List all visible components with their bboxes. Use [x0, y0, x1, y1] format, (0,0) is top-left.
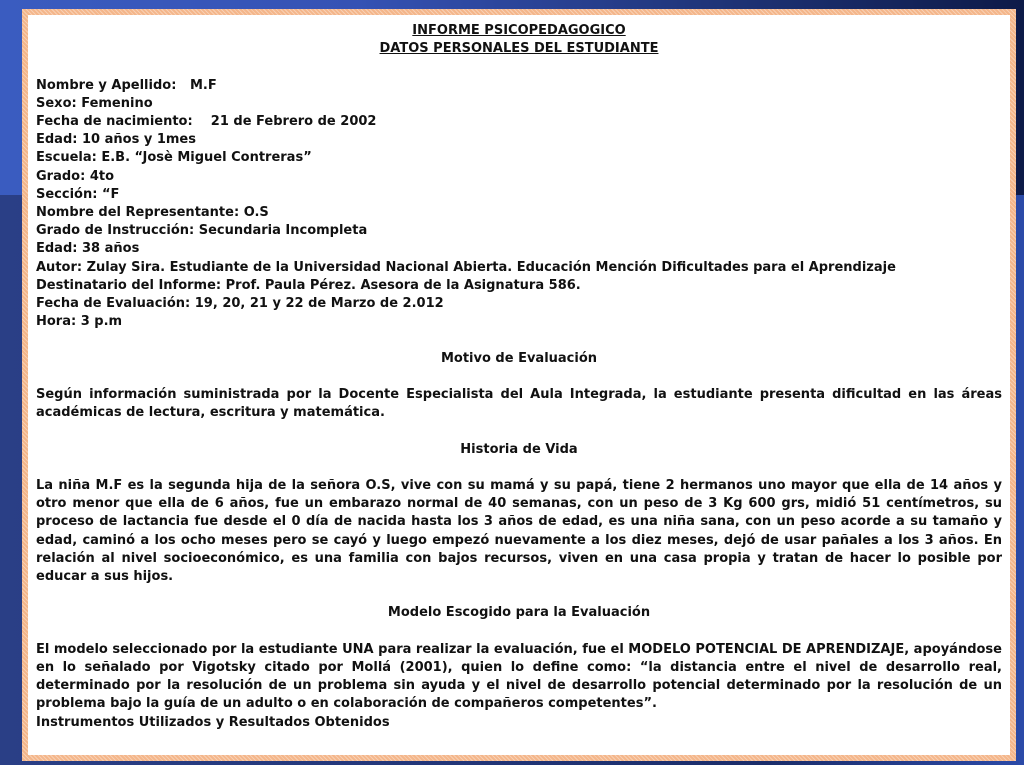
field-representative: Nombre del Representante: O.S — [36, 205, 269, 221]
field-education-level: Grado de Instrucción: Secundaria Incompleta — [36, 223, 368, 239]
section-body-historia: La niña M.F es la segunda hija de la señora O.S, vive con su mamá y su papá, tiene 2 hermanos uno mayor que ella de 14 años y otro menor que ella de 6 años, fue un embarazo normal de 40 semanas, con un peso de 3 Kg 600 grs, midió 51 centímetros, su proceso de lactancia fue desde el 0 día de nacida hasta los 3 años de edad, es una niña sana, con un peso acorde a su tamaño y edad, caminó a los ocho meses pero se cayó y luego empezó nuevamente a los diez meses, dejó de usar pañales a los 3 años. En relación al nivel socioeconómico, es una familia con bajos recursos, viven en una casa propia y tratan de hacer lo posible por educar a sus hijos. — [36, 478, 1002, 585]
report-subtitle: DATOS PERSONALES DEL ESTUDIANTE — [379, 41, 659, 57]
document-panel — [28, 15, 1010, 755]
report-title: INFORME PSICOPEDAGOGICO — [412, 23, 626, 38]
field-author: Autor: Zulay Sira. Estudiante de la Universidad Nacional Abierta. Educación Mención Dificultades para el Aprendizaje — [36, 259, 896, 275]
spacer — [36, 331, 1002, 349]
field-sex: Sexo: Femenino — [36, 95, 153, 111]
field-recipient: Destinatario del Informe: Prof. Paula Pérez. Asesora de la Asignatura 586. — [36, 277, 581, 293]
field-name: Nombre y Apellido: M.F — [36, 77, 217, 93]
spacer — [36, 58, 1002, 76]
field-section: Sección: “F — [36, 186, 120, 202]
field-time: Hora: 3 p.m — [36, 314, 123, 330]
field-evaluation-date: Fecha de Evaluación: 19, 20, 21 y 22 de Marzo de 2.012 — [36, 296, 444, 312]
section-heading-motivo: Motivo de Evaluación — [440, 350, 598, 366]
spacer — [36, 623, 1002, 641]
field-age: Edad: 10 años y 1mes — [36, 132, 196, 148]
field-birthdate: Fecha de nacimiento: 21 de Febrero de 2002 — [36, 114, 377, 129]
spacer — [36, 368, 1002, 386]
spacer — [36, 422, 1002, 440]
field-school: Escuela: E.B. “Josè Miguel Contreras” — [36, 150, 312, 166]
section-heading-instrumentos: Instrumentos Utilizados y Resultados Obtenidos — [36, 714, 390, 730]
spacer — [36, 586, 1002, 604]
section-body-modelo: El modelo seleccionado por la estudiante UNA para realizar la evaluación, fue el MODELO POTENCIAL DE APRENDIZAJE, apoyándose en lo señalado por Vigotsky citado por Mollá (2001), quien lo define como: “la distancia entre el nivel de desarrollo real, determinado por la resolución de un problema sin ayuda y el nivel de desarrollo potencial determinado por la resolución de un problema bajo la guía de un adulto o en colaboración de compañeros competentes”. — [36, 641, 1002, 712]
field-representative-age: Edad: 38 años — [36, 241, 140, 257]
field-grade: Grado: 4to — [36, 168, 115, 184]
section-body-motivo: Según información suministrada por la Docente Especialista del Aula Integrada, la estudiante presenta dificultad en las áreas académicas de lectura, escritura y matemática. — [36, 387, 1002, 421]
section-heading-modelo: Modelo Escogido para la Evaluación — [387, 605, 651, 621]
section-heading-historia: Historia de Vida — [460, 441, 578, 457]
spacer — [36, 459, 1002, 477]
document-frame — [22, 9, 1016, 761]
